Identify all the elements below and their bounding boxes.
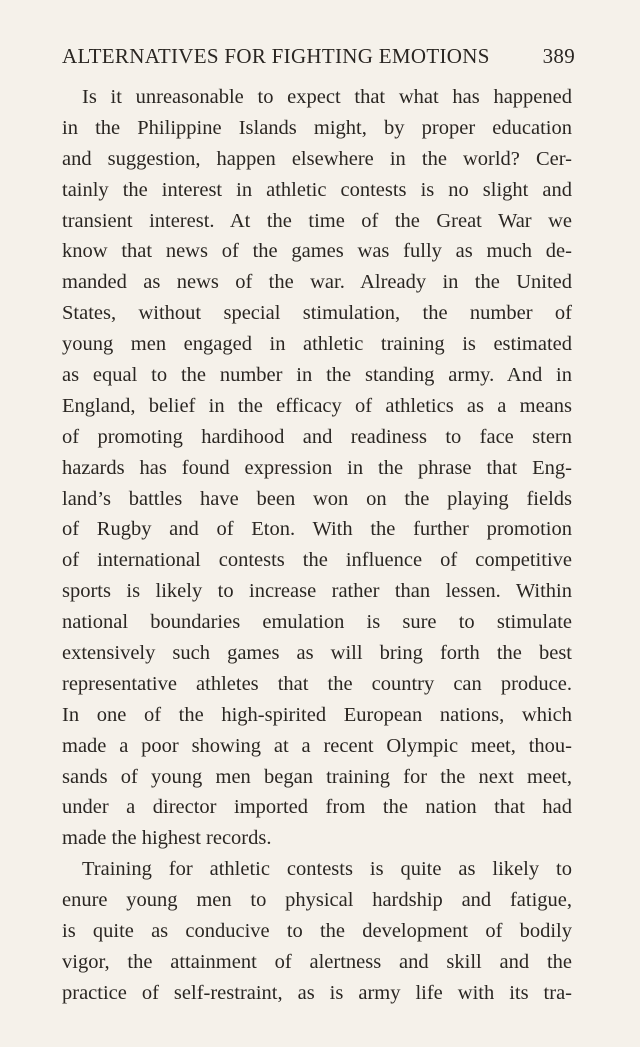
text-line: sands of young men began training for the next meet, [62, 765, 572, 788]
running-title: ALTERNATIVES FOR FIGHTING EMOTIONS [62, 44, 490, 68]
text-line: know that news of the games was fully as much de- [62, 240, 572, 263]
text-line: Training for athletic contests is quite as likely to [82, 858, 572, 881]
text-line: transient interest. At the time of the Great War we [62, 209, 572, 232]
text-line: made the highest records. [62, 827, 272, 850]
text-line: under a director imported from the nation that had [62, 796, 572, 819]
text-line: of promoting hardihood and readiness to face stern [62, 425, 572, 448]
text-line: national boundaries emulation is sure to stimulate [62, 611, 572, 634]
text-line: land’s battles have been won on the playing fields [62, 487, 572, 510]
text-line: tainly the interest in athletic contests is no slight and [62, 178, 572, 201]
text-line: of international contests the influence of competitive [62, 549, 572, 572]
text-line: and suggestion, happen elsewhere in the world? Cer- [62, 147, 572, 170]
text-line: representative athletes that the country can produce. [62, 672, 572, 695]
text-line: young men engaged in athletic training is estimated [62, 333, 572, 356]
text-line: In one of the high-spirited European nations, which [62, 703, 572, 726]
text-line: as equal to the number in the standing army. And in [62, 364, 572, 387]
page-number: 389 [542, 44, 575, 68]
text-line: made a poor showing at a recent Olympic meet, thou- [62, 734, 572, 757]
text-line: in the Philippine Islands might, by proper education [62, 116, 572, 139]
running-head [62, 44, 575, 74]
body-text [62, 82, 572, 1009]
text-line: Is it unreasonable to expect that what has happened [82, 86, 572, 108]
text-line: manded as news of the war. Already in the United [62, 271, 572, 294]
text-line: vigor, the attainment of alertness and skill and the [62, 950, 572, 973]
text-line: sports is likely to increase rather than lessen. Within [62, 580, 572, 603]
text-line: England, belief in the efficacy of athletics as a means [62, 394, 572, 417]
text-line: is quite as conducive to the development of bodily [62, 920, 572, 943]
text-line: hazards has found expression in the phrase that Eng- [62, 456, 572, 479]
text-line: extensively such games as will bring forth the best [62, 642, 572, 665]
text-line: of Rugby and of Eton. With the further promotion [62, 518, 572, 541]
text-line: practice of self-restraint, as is army life with its tra- [62, 981, 572, 1004]
text-line: States, without special stimulation, the number of [62, 302, 572, 325]
text-line: enure young men to physical hardship and fatigue, [62, 889, 572, 912]
